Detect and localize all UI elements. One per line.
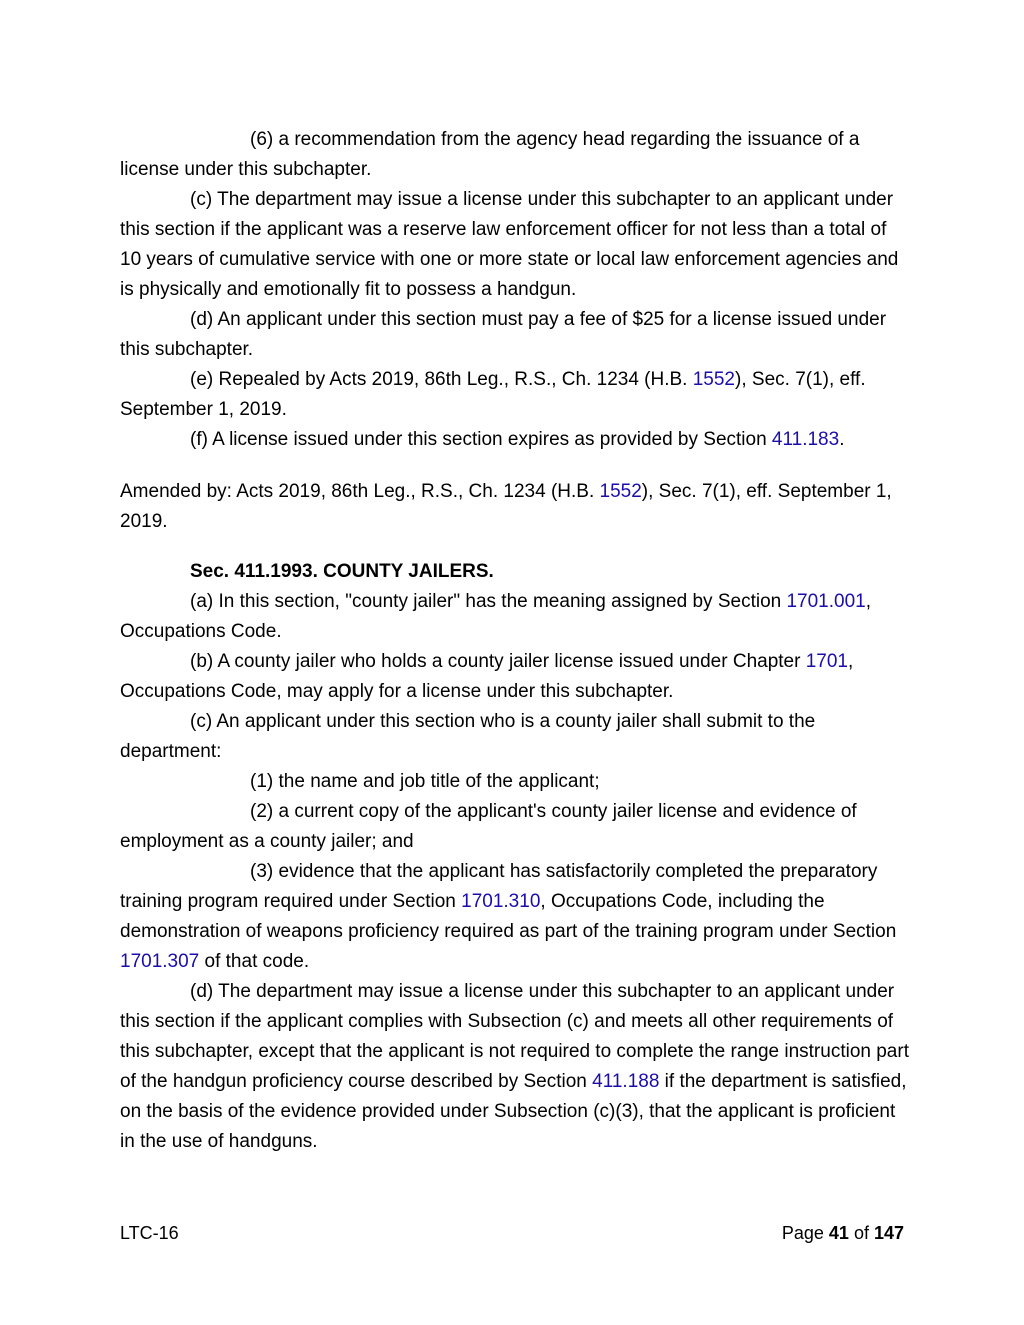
section-item-1: (1) the name and job title of the applicant; — [250, 771, 600, 792]
section-b-text-end: , Occupations Code, may apply for a license under this subchapter. — [120, 651, 854, 702]
section-paragraph-c: (c) An applicant under this section who is a county jailer shall submit to the department: — [120, 711, 816, 762]
paragraph-e — [120, 365, 910, 425]
section-paragraph-d — [120, 977, 910, 1157]
section-1701-310-link[interactable]: 1701.310 — [461, 891, 541, 912]
page-number — [782, 1221, 904, 1245]
chapter-1701-link[interactable]: 1701 — [805, 651, 849, 672]
amended-text: Amended by: Acts 2019, 86th Leg., R.S., Ch. 1234 (H.B. — [120, 481, 600, 502]
section-d-text-end: if the department is satisfied, on the basis of the evidence provided under Subsection (c)(3), that the applicant is proficient in the use of handguns. — [120, 1071, 907, 1152]
amended-text-end: ), Sec. 7(1), eff. September 1, 2019. — [120, 481, 892, 532]
section-411-183-link[interactable]: 411.183 — [771, 429, 840, 450]
document-id: LTC-16 — [120, 1223, 179, 1243]
section-1701-001-link[interactable]: 1701.001 — [786, 591, 866, 612]
hb-1552-link[interactable]: 1552 — [692, 369, 736, 390]
of-word: of — [848, 1223, 874, 1243]
section-heading — [120, 557, 910, 587]
amended-note — [120, 477, 910, 537]
paragraph-f-text: (f) A license issued under this section expires as provided by Section — [190, 429, 772, 450]
section-heading-text: Sec. 411.1993. COUNTY JAILERS. — [190, 561, 494, 582]
paragraph-f-text-end: . — [839, 429, 845, 450]
paragraph-c: (c) The department may issue a license under this subchapter to an applicant under this section if the applicant was a reserve law enforcement officer for not less than a total of 10 years of cumulative service with one or more state or local law enforcement agencies and is physically and emotionally fit to possess a handgun. — [120, 189, 899, 300]
paragraph-d: (d) An applicant under this section must pay a fee of $25 for a license issued under this subchapter. — [120, 309, 887, 360]
section-1701-307-link[interactable]: 1701.307 — [120, 951, 200, 972]
section-item-3-text: (3) evidence that the applicant has satisfactorily completed the preparatory training program required under Section — [120, 861, 878, 912]
paragraph-f — [120, 425, 910, 455]
section-item-3-text-end: of that code. — [199, 951, 310, 972]
section-item-3-text-mid: , Occupations Code, including the demonstration of weapons proficiency required as part of the training program under Section — [120, 891, 897, 942]
section-411-188-link[interactable]: 411.188 — [592, 1071, 660, 1092]
section-item-3 — [120, 857, 910, 977]
section-d-text: (d) The department may issue a license under this subchapter to an applicant under this section if the applicant complies with Subsection (c) and meets all other requirements of this subchapter, except that the applicant is not required to complete the range instruction part of the handgun proficiency course described by Section — [120, 981, 909, 1092]
section-a-text: (a) In this section, "county jailer" has the meaning assigned by Section — [190, 591, 787, 612]
paragraph-6: (6) a recommendation from the agency head regarding the issuance of a license under this subchapter. — [120, 129, 860, 180]
paragraph-e-text: (e) Repealed by Acts 2019, 86th Leg., R.S., Ch. 1234 (H.B. — [190, 369, 693, 390]
section-paragraph-a — [120, 587, 910, 647]
page-word: Page — [781, 1223, 829, 1243]
total-page-count: 147 — [873, 1223, 904, 1243]
section-paragraph-b — [120, 647, 910, 707]
document-body — [120, 125, 910, 1157]
current-page-number: 41 — [828, 1223, 849, 1243]
amended-hb-1552-link[interactable]: 1552 — [599, 481, 642, 502]
section-b-text: (b) A county jailer who holds a county jailer license issued under Chapter — [190, 651, 806, 672]
section-item-2: (2) a current copy of the applicant's county jailer license and evidence of employment as a county jailer; and — [120, 801, 857, 852]
paragraph-e-text-end: ), Sec. 7(1), eff. September 1, 2019. — [120, 369, 866, 420]
section-a-text-end: , Occupations Code. — [120, 591, 872, 642]
